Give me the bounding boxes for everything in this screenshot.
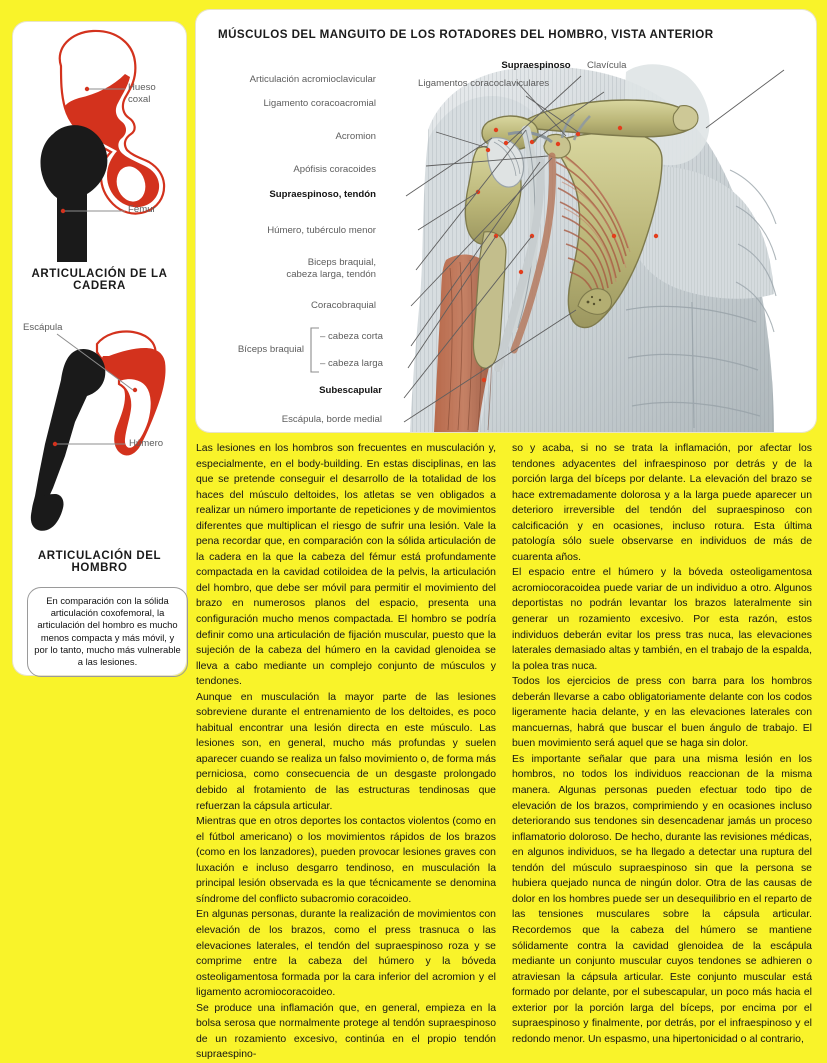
- paragraph: Aunque en musculación la mayor parte de las lesiones sobreviene durante el entrenamiento de los deltoides, es poco habitual encontrar una lesión directa en este músculo. Las lesiones son, en general, mucho más profundas y suelen aparecer cuando se realiza un falso movimiento o, de forma más perniciosa, como consecuencia de un desgaste prolongado debido al frotamiento de las estructuras tendinosas que refuerzan la cápsula articular.: [196, 691, 496, 812]
- shoulder-label-humero: Húmero: [129, 438, 164, 449]
- shoulder-bone-illustration: [13, 304, 186, 554]
- anatomy-illustration-panel: [196, 10, 816, 432]
- illustration-stage: [196, 10, 816, 432]
- shoulder-diagram-caption: ARTICULACIÓN DEL HOMBRO: [37, 550, 162, 574]
- label-supraespinoso: Supraespinoso: [501, 60, 571, 71]
- label-cabeza-corta: – cabeza corta: [320, 331, 383, 342]
- hip-bone-illustration: [13, 22, 186, 272]
- paragraph: El espacio entre el húmero y la bóveda osteoligamentosa acromiocoracoidea puede variar de un individuo a otro. Algunos deportistas no podrán levantar los brazos lateralmente sin generar un rozamiento excesivo. Por esta razón, estos individuos deberán evitar los press tras nuca, las elevaciones laterales demasiado altas y también, en el trabajo de la espalda, la polea tras nuca.: [512, 567, 812, 672]
- shoulder-joint-diagram: [13, 304, 186, 584]
- paragraph: so y acaba, si no se trata la inflamación, por afectar los tendones adyacentes del infraespinoso por detrás y de la porción larga del bíceps por delante. La elevación del brazo se hace extremadamente dolorosa y a la larga puede aparecer un deterioro irreversible del tendón del supraespinoso con calcificación y en ocasiones, incluso rotura. Esta última patología sólo suele observarse en individuos de más de cuarenta años.: [512, 443, 812, 563]
- label-humero-tuberculo-menor: Húmero, tubérculo menor: [267, 225, 376, 236]
- sidebar-callout-box: En comparación con la sólida articulación coxofemoral, la articulación del hombro es mucho menos compacta y más móvil, y por lo tanto, mucho más vulnerable a las lesiones.: [27, 587, 188, 677]
- hip-label-coxal-line1: Hueso: [128, 82, 156, 93]
- illustration-title: MÚSCULOS DEL MANGUITO DE LOS ROTADORES DEL HOMBRO, VISTA ANTERIOR: [218, 28, 714, 41]
- hip-joint-diagram: [13, 22, 186, 294]
- label-acromion: Acromion: [335, 131, 376, 142]
- label-biceps-cabeza-larga-tendon-line1: Biceps braquial,: [307, 257, 376, 268]
- hip-label-dot-coxal: [85, 87, 89, 91]
- paragraph: Es importante señalar que para una misma lesión en los hombros, no todos los individuos reaccionan de la misma manera. Algunas personas pueden efectuar todo tipo de elevación de los brazos, comprimiendo y en ocasiones incluso deteriorando sus tendones sin desencadenar jamás un proceso inflamatorio doloroso. De hecho, durante las revisiones médicas, en algunos individuos, se ha llegado a detectar una ruptura del tendón del músculo supraespinoso sin que la persona se hubiera quejado nunca de ningún dolor. Otra de las causas de dolor en los hombres puede ser un desequilibrio en el reparto de las tensiones musculares sobre la cápsula articular. Recordemos que la cabeza del húmero se mantiene sólidamente contra la cavidad glenoidea de la escápula mediante un conjunto muscular cuyos tendones se adhieren o atraviesan la cápsula articular. Este conjunto muscular está formado por delante, por el subescapular, un poco más hacia el exterior por la porción larga del bíceps, por encima por el supraespinoso y finalmente, por detrás, por el infraespinoso y el redondo menor. Un espasmo, una hipertonicidad o al contrario,: [512, 753, 812, 1045]
- paragraph: Todos los ejercicios de press con barra para los hombros deberán llevarse a cabo obligatoriamente delante con los codos ligeramente hacia delante, y en las elevaciones laterales con mancuernas, habrá que buscar el buen ángulo de trabajo. El buen movimiento será aquel que se haga sin dolor.: [512, 676, 812, 750]
- shoulder-label-escapula: Escápula: [23, 322, 63, 333]
- paragraph: Las lesiones en los hombros son frecuentes en musculación y, especialmente, en el body-building. En estas disciplinas, en las que se pretende conseguir el desarrollo de la totalidad de los haces del músculo deltoides, los atletas se ven obligados a realizar un número importante de repeticiones y de movimientos diferentes que multiplican el riesgo de sufrir una lesión. Vale la pena recordar que, en comparación con la sólida articulación de la cadera en la que la cabeza del fémur está profundamente compactada en la cavidad cotiloidea de la pelvis, la articulación del hombro, que debe ser móvil para permitir el movimiento del brazo en numerosos planos del espacio, presenta una configuración mucho menos compactada. El hombro se podría definir como una articulación de fijación muscular, puesto que la sujeción de la cabeza del húmero en la cavidad glenoidea se lleva a cabo mediante un complejo conjunto de músculos y tendones.: [196, 443, 496, 688]
- label-ligamentos-coracoclaviculares: Ligamentos coracoclaviculares: [418, 78, 550, 89]
- article-body: [196, 441, 821, 1061]
- shoulder-label-dot-humero: [53, 442, 57, 446]
- label-coracobraquial: Coracobraquial: [310, 300, 376, 311]
- hip-label-femur: Fémur: [128, 204, 156, 215]
- label-apofisis-coracoides: Apófisis coracoides: [293, 164, 376, 175]
- shoulder-label-dot-escapula: [133, 388, 137, 392]
- label-escapula-borde-medial: Escápula, borde medial: [281, 414, 382, 425]
- paragraph: En algunas personas, durante la realización de movimientos con elevación de los brazos, como el press trasnuca o las elevaciones laterales, el tendón del supraespinoso roza y se comprime entre la cabeza del húmero y la bóveda osteoligamentosa formada por la cara inferior del acromion y el ligamento acromiocoracoideo.: [196, 909, 496, 999]
- label-articulacion-acromioclavicular: Articulación acromioclavicular: [249, 74, 376, 85]
- label-ligamento-coracoacromial: Ligamento coracoacromial: [263, 98, 376, 109]
- hip-diagram-caption: ARTICULACIÓN DE LA CADERA: [31, 268, 168, 292]
- label-clavicula: Clavícula: [587, 60, 627, 71]
- biceps-bracket-icon: [308, 327, 322, 373]
- label-subescapular: Subescapular: [319, 385, 382, 396]
- paragraph: Mientras que en otros deportes los contactos violentos (como en el fútbol americano) o los movimientos rápidos de los brazos (como en los lanzadores), pueden provocar lesiones graves con luxación e incluso desgarro tendinoso, en musculación la principal lesión observada es la que técnicamente se denomina síndrome del conflicto subacromio coracoideo.: [196, 816, 496, 905]
- sidebar-panel: [13, 22, 186, 675]
- paragraph: Se produce una inflamación que, en general, empieza en la bolsa serosa que normalmente protege al tendón supraespinoso de un rozamiento excesivo, continúa en el propio tendón supraespino-: [196, 1002, 496, 1061]
- hip-label-coxal-line2: coxal: [128, 94, 151, 105]
- body-column-left: [196, 441, 496, 1063]
- label-supraespinoso-tendon: Supraespinoso, tendón: [269, 189, 376, 200]
- hip-label-dot-femur: [61, 209, 65, 213]
- label-biceps-braquial: Bíceps braquial: [237, 344, 304, 355]
- body-column-right: [512, 441, 812, 1047]
- label-cabeza-larga: – cabeza larga: [320, 358, 383, 369]
- label-biceps-cabeza-larga-tendon-line2: cabeza larga, tendón: [286, 269, 376, 280]
